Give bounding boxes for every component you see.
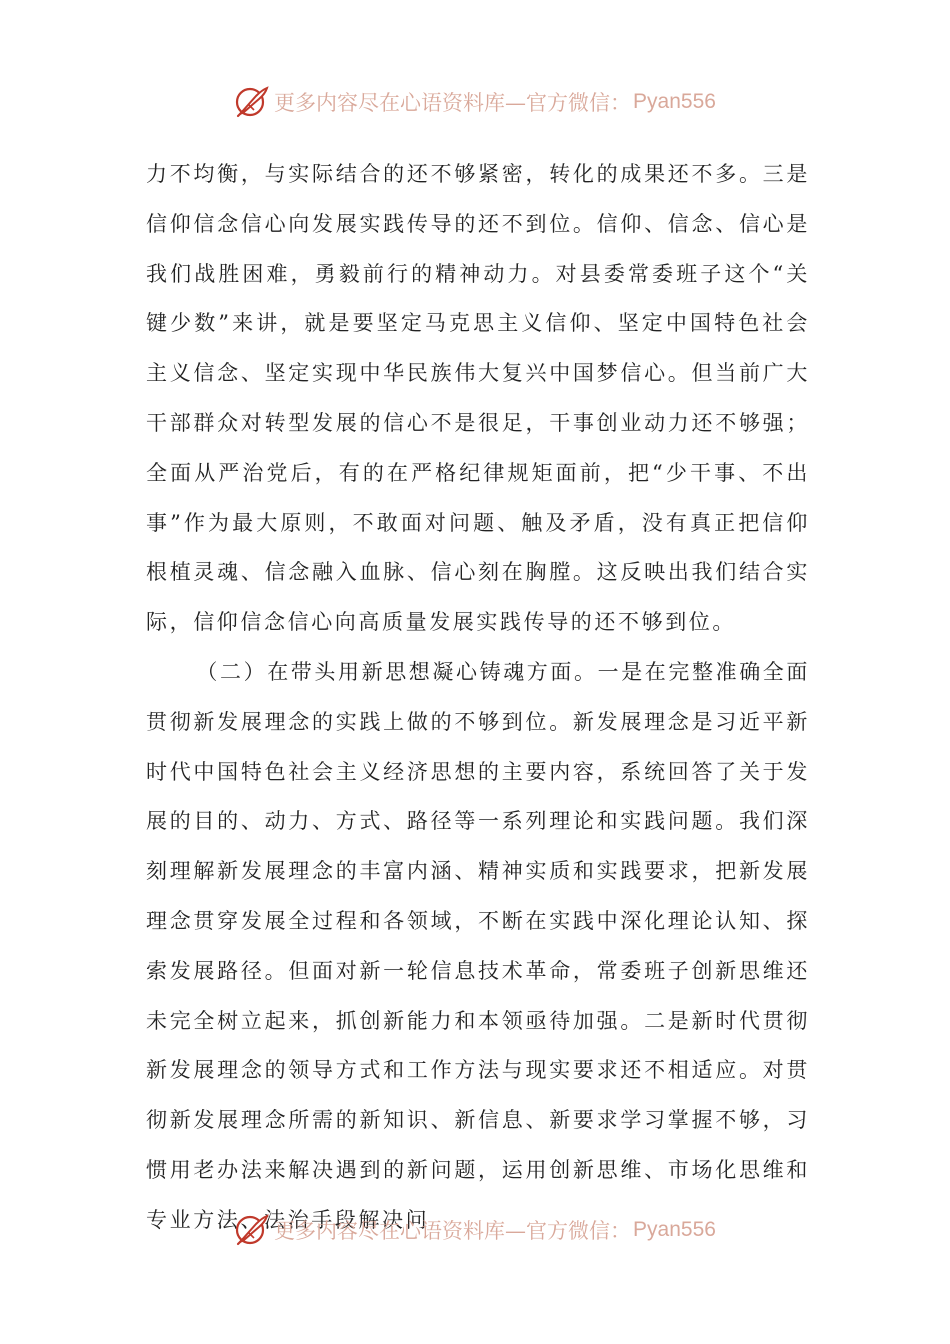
watermark-wechat-id: Pyan556 <box>633 1218 716 1241</box>
watermark-header <box>0 82 950 122</box>
quill-logo-icon <box>234 1212 270 1248</box>
document-body <box>146 150 810 1246</box>
quill-logo-icon <box>234 84 270 120</box>
paragraph-section-two: （二）在带头用新思想凝心铸魂方面。一是在完整准确全面贯彻新发展理念的实践上做的不够到位。新发展理念是习近平新时代中国特色社会主义经济思想的主要内容，系统回答了关于发展的目的、动力、方式、路径等一系列理论和实践问题。我们深刻理解新发展理念的丰富内涵、精神实质和实践要求，把新发展理念贯穿发展全过程和各领域，不断在实践中深化理论认知、探索发展路径。但面对新一轮信息技术革命，常委班子创新思维还未完全树立起来，抓创新能力和本领亟待加强。二是新时代贯彻新发展理念的领导方式和工作方法与现实要求还不相适应。对贯彻新发展理念所需的新知识、新信息、新要求学习掌握不够，习惯用老办法来解决遇到的新问题，运用创新思维、市场化思维和专业方法、法治手段解决问 <box>146 659 810 1232</box>
watermark-text: 更多内容尽在心语资料库—官方微信： <box>274 91 632 115</box>
watermark-footer <box>0 1210 950 1250</box>
watermark-text: 更多内容尽在心语资料库—官方微信： <box>274 1219 632 1243</box>
paragraph-continuation: 力不均衡，与实际结合的还不够紧密，转化的成果还不多。三是信仰信念信心向发展实践传导的还不到位。信仰、信念、信心是我们战胜困难，勇毅前行的精神动力。对县委常委班子这个“关键少数”来讲，就是要坚定马克思主义信仰、坚定中国特色社会主义信念、坚定实现中华民族伟大复兴中国梦信心。但当前广大干部群众对转型发展的信心不是很足，干事创业动力还不够强；全面从严治党后，有的在严格纪律规矩面前，把“少干事、不出事”作为最大原则，不敢面对问题、触及矛盾，没有真正把信仰根植灵魂、信念融入血脉、信心刻在胸膛。这反映出我们结合实际，信仰信念信心向高质量发展实践传导的还不够到位。 <box>146 162 810 635</box>
watermark-wechat-id: Pyan556 <box>633 90 716 113</box>
